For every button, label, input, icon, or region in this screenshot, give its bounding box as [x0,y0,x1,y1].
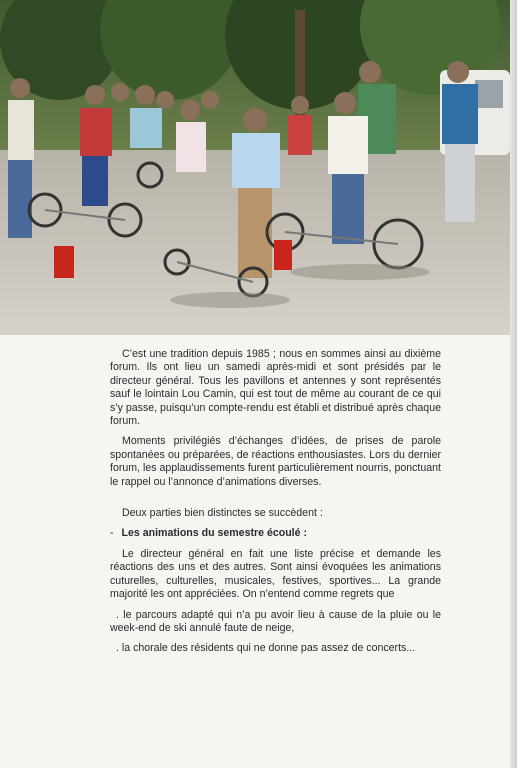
paragraph-intro: C’est une tradition depuis 1985 ; nous en sommes ainsi au dixième forum. Ils ont lieu un samedi après-midi et sont présidés par le directeur général. Tous les pavillons et antennes y sont représentés sauf le lointain Lou Camin, qui est tout de même au courant de ce qui s’y passe, puisqu’un compte-rendu est établi et distribué après chaque forum. [110,348,441,428]
photo-illustration [0,0,510,335]
heading-dash: - [110,527,114,540]
paragraph-animations: Le directeur général en fait une liste précise et demande les réactions des uns et des autres. Sont ainsi évoquées les animations cuturelles, culturelles, musicales, festives, sportives... La grande majorité les ont appréciées. On n’entend comme regrets que [110,547,441,601]
paragraph-parts: Deux parties bien distinctes se succèdent : [122,507,323,520]
event-photo [0,0,510,335]
spacer [110,496,441,507]
section-heading [110,527,441,540]
paragraph-moments: Moments privilégiés d’échanges d’idées, de prises de parole spontanées ou préparées, de réactions enthousiastes. Lors du dernier forum, les applaudissements furent particulièrement nourris, ponctuant le rappel ou l’annonce d’animations diverses. [110,435,441,488]
heading-text: Les animations du semestre écoulé : [121,527,307,540]
article-body [110,348,441,663]
page-edge [510,0,517,768]
list-item: . le parcours adapté qui n’a pu avoir lieu à cause de la pluie ou le week-end de ski annulé faute de neige, [110,608,441,634]
list-item: . la chorale des résidents qui ne donne pas assez de concerts... [116,642,416,655]
